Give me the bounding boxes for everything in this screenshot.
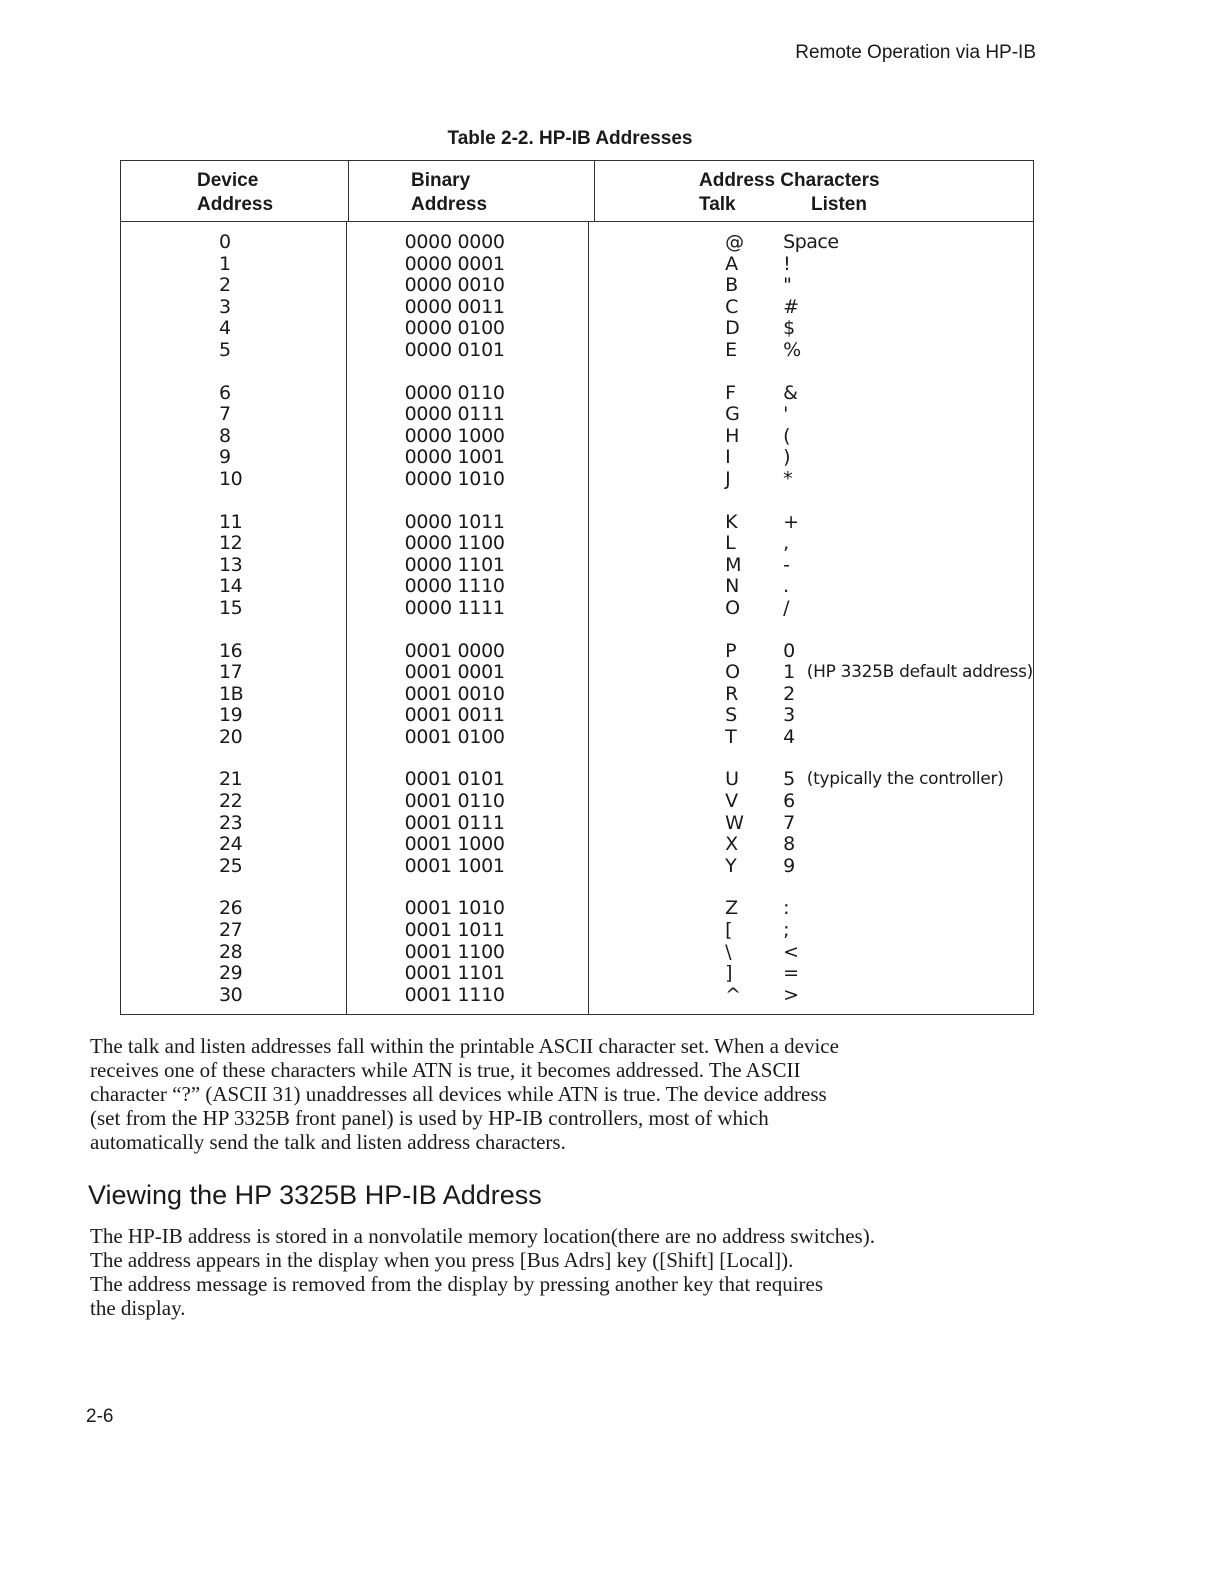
listen-char: 5 <box>783 768 795 791</box>
binary-address-cell: 0000 1100 <box>404 532 505 555</box>
binary-address-cell: 0000 1111 <box>404 596 505 619</box>
device-group <box>219 232 346 362</box>
binary-address-cell: 0000 1101 <box>404 553 505 576</box>
talk-char: \ <box>725 940 732 963</box>
listen-char: 3 <box>783 704 795 727</box>
table-header <box>121 161 1033 222</box>
talk-char: ] <box>725 962 733 985</box>
listen-char: 0 <box>783 639 795 662</box>
binary-group <box>405 512 589 620</box>
talk-char: A <box>725 252 738 275</box>
address-char-row <box>725 447 1033 469</box>
binary-address-cell: 0001 0100 <box>404 725 505 748</box>
binary-address-cell: 0000 1001 <box>404 446 505 469</box>
header-device-line1: Device <box>197 170 259 191</box>
address-paragraph <box>90 1224 1010 1320</box>
chars-group <box>725 769 1033 877</box>
binary-address-cell: 0001 1110 <box>404 983 505 1006</box>
talk-char: W <box>725 811 744 834</box>
device-group <box>219 512 346 620</box>
device-address-cell: 11 <box>219 510 243 533</box>
device-address-cell: 7 <box>219 403 231 426</box>
paragraph-line: The address appears in the display when you press [Bus Adrs] key ([Shift] [Local]). <box>90 1248 794 1272</box>
chars-group <box>725 383 1033 491</box>
device-address-cell: 0 <box>219 231 231 253</box>
binary-address-cell: 0000 0010 <box>404 274 505 297</box>
listen-char: & <box>783 381 798 404</box>
address-char-row <box>725 985 1033 1007</box>
paragraph-line: The talk and listen addresses fall within the printable ASCII character set. When a device <box>90 1034 839 1058</box>
device-address-cell: 6 <box>219 381 231 404</box>
device-address-cell: 16 <box>219 639 243 662</box>
address-char-row <box>725 318 1033 340</box>
listen-char: 2 <box>783 682 795 705</box>
header-listen: Listen <box>811 194 867 215</box>
binary-address-cell: 0000 0001 <box>404 252 505 275</box>
binary-group <box>405 383 589 491</box>
binary-address-column <box>347 222 590 1014</box>
address-char-row <box>725 254 1033 276</box>
binary-address-cell: 0001 0011 <box>404 704 505 727</box>
binary-address-cell: 0001 0001 <box>404 661 505 684</box>
talk-char: J <box>725 467 731 490</box>
listen-char: % <box>783 338 801 361</box>
address-char-row <box>725 533 1033 555</box>
talk-char: B <box>725 274 738 297</box>
device-group <box>219 383 346 491</box>
listen-char: 6 <box>783 790 795 813</box>
talk-char: Y <box>725 854 737 877</box>
binary-group <box>405 641 589 749</box>
listen-char: " <box>783 274 792 297</box>
binary-group <box>405 898 589 1006</box>
address-char-row <box>725 834 1033 856</box>
device-address-cell: 19 <box>219 704 243 727</box>
talk-char: G <box>725 403 740 426</box>
device-group <box>219 641 346 749</box>
device-address-cell: 5 <box>219 338 231 361</box>
table-body <box>121 222 1033 1014</box>
device-address-cell: 20 <box>219 725 243 748</box>
talk-char: O <box>725 596 740 619</box>
listen-char: 8 <box>783 833 795 856</box>
binary-address-cell: 0001 1011 <box>404 919 505 942</box>
binary-address-cell: 0001 1001 <box>404 854 505 877</box>
device-address-cell: 14 <box>219 575 243 598</box>
device-address-cell: 13 <box>219 553 243 576</box>
address-char-row <box>725 727 1033 749</box>
listen-char: 7 <box>783 811 795 834</box>
binary-address-cell: 0001 1000 <box>404 833 505 856</box>
address-char-row <box>725 963 1033 985</box>
binary-address-cell: 0000 1000 <box>404 424 505 447</box>
device-address-cell: 1B <box>219 682 244 705</box>
address-char-row <box>725 920 1033 942</box>
device-address-cell: 8 <box>219 424 231 447</box>
device-address-cell: 15 <box>219 596 243 619</box>
header-device-line2: Address <box>197 194 274 215</box>
binary-address-cell: 0001 0111 <box>404 811 505 834</box>
device-address-cell: 25 <box>219 854 243 877</box>
device-address-cell: 3 <box>219 295 231 318</box>
address-char-row <box>725 555 1033 577</box>
paragraph-line: automatically send the talk and listen address characters. <box>90 1130 566 1154</box>
listen-char: / <box>783 596 790 619</box>
chars-group <box>725 512 1033 620</box>
listen-char: , <box>783 532 789 555</box>
listen-char: + <box>783 510 799 533</box>
binary-address-cell: 0001 0000 <box>404 639 505 662</box>
chars-group <box>725 898 1033 1006</box>
address-char-row <box>725 705 1033 727</box>
listen-char: * <box>783 467 793 490</box>
device-address-cell: 2 <box>219 274 231 297</box>
listen-char: ' <box>783 403 788 426</box>
device-address-cell: 30 <box>219 983 243 1006</box>
address-char-row <box>725 791 1033 813</box>
device-group <box>219 769 346 877</box>
address-char-row <box>725 662 1033 684</box>
header-talk: Talk <box>699 194 736 215</box>
table-caption: Table 2-2. HP-IB Addresses <box>447 128 693 149</box>
binary-address-cell: 0001 0101 <box>404 768 505 791</box>
paragraph-line: receives one of these characters while ATN is true, it becomes addressed. The ASCII <box>90 1058 801 1082</box>
address-char-row <box>725 383 1033 405</box>
device-address-cell: 23 <box>219 811 243 834</box>
talk-char: H <box>725 424 739 447</box>
address-char-row <box>725 275 1033 297</box>
address-characters-column <box>589 222 1033 1014</box>
binary-address-cell: 0000 0000 <box>404 231 505 253</box>
listen-char: ; <box>783 919 790 942</box>
binary-address-cell: 0000 0011 <box>404 295 505 318</box>
paragraph-line: The address message is removed from the display by pressing another key that requires <box>90 1272 824 1296</box>
binary-address-cell: 0000 0101 <box>404 338 505 361</box>
talk-char: F <box>725 381 736 404</box>
address-char-row <box>725 232 1033 254</box>
listen-char: ( <box>783 424 791 447</box>
hpib-address-table <box>120 160 1034 1015</box>
device-address-cell: 4 <box>219 317 231 340</box>
binary-address-cell: 0000 0110 <box>404 381 505 404</box>
address-char-row <box>725 297 1033 319</box>
page-number: 2-6 <box>86 1406 114 1427</box>
listen-char: # <box>783 295 799 318</box>
talk-char: @ <box>725 231 744 253</box>
talk-char: K <box>725 510 738 533</box>
header-chars-title: Address Characters <box>699 170 880 191</box>
device-address-cell: 26 <box>219 897 243 920</box>
listen-char: 1 <box>783 661 795 684</box>
device-address-cell: 28 <box>219 940 243 963</box>
address-char-row <box>725 942 1033 964</box>
talk-char: S <box>725 704 737 727</box>
section-title: Viewing the HP 3325B HP-IB Address <box>88 1180 542 1210</box>
talk-char: M <box>725 553 742 576</box>
address-char-row <box>725 769 1033 791</box>
listen-char: ! <box>783 252 791 275</box>
paragraph-line: the display. <box>90 1296 186 1320</box>
talk-char: X <box>725 833 738 856</box>
device-address-cell: 22 <box>219 790 243 813</box>
device-address-cell: 17 <box>219 661 243 684</box>
talk-char: U <box>725 768 739 791</box>
listen-char: = <box>783 962 799 985</box>
listen-char: > <box>783 983 799 1006</box>
address-char-row <box>725 512 1033 534</box>
binary-address-cell: 0000 0100 <box>404 317 505 340</box>
paragraph-line: (set from the HP 3325B front panel) is used by HP-IB controllers, most of which <box>90 1106 769 1130</box>
listen-char: . <box>783 575 789 598</box>
talk-char: N <box>725 575 739 598</box>
address-char-row <box>725 598 1033 620</box>
binary-address-cell: 0000 1110 <box>404 575 505 598</box>
chars-group <box>725 232 1033 362</box>
device-address-cell: 12 <box>219 532 243 555</box>
address-char-row <box>725 684 1033 706</box>
listen-char: - <box>783 553 790 576</box>
address-char-row <box>725 340 1033 362</box>
talk-char: I <box>725 446 731 469</box>
address-char-row <box>725 813 1033 835</box>
header-binary-line2: Address <box>411 194 488 215</box>
talk-char: ^ <box>725 983 741 1006</box>
talk-char: L <box>725 532 736 555</box>
binary-group <box>405 769 589 877</box>
listen-char: $ <box>783 317 795 340</box>
address-note: (HP 3325B default address) <box>806 662 1033 683</box>
binary-address-cell: 0001 0010 <box>404 682 505 705</box>
talk-char: D <box>725 317 740 340</box>
device-group <box>219 898 346 1006</box>
device-address-column <box>121 222 347 1014</box>
address-note: (typically the controller) <box>806 769 1004 790</box>
address-char-row <box>725 469 1033 491</box>
talk-char: C <box>725 295 738 318</box>
device-address-cell: 9 <box>219 446 231 469</box>
paragraph-line: The HP-IB address is stored in a nonvolatile memory location(there are no address switches). <box>90 1224 875 1248</box>
running-header: Remote Operation via HP-IB <box>795 42 1036 63</box>
binary-address-cell: 0001 1010 <box>404 897 505 920</box>
device-address-cell: 21 <box>219 768 243 791</box>
device-address-cell: 24 <box>219 833 243 856</box>
binary-address-cell: 0000 0111 <box>404 403 505 426</box>
talk-char: V <box>725 790 738 813</box>
header-binary-line1: Binary <box>411 170 471 191</box>
binary-address-cell: 0000 1011 <box>404 510 505 533</box>
talk-char: O <box>725 661 740 684</box>
talk-char: E <box>725 338 737 361</box>
header-device-address <box>121 161 349 221</box>
binary-address-cell: 0001 1100 <box>404 940 505 963</box>
device-address-cell: 29 <box>219 962 243 985</box>
listen-char: 4 <box>783 725 795 748</box>
address-char-row <box>725 576 1033 598</box>
header-binary-address <box>349 161 595 221</box>
talk-char: T <box>725 725 737 748</box>
address-char-row <box>725 856 1033 878</box>
paragraph-line: character “?” (ASCII 31) unaddresses all devices while ATN is true. The device address <box>90 1082 827 1106</box>
device-address-cell: 27 <box>219 919 243 942</box>
talk-char: R <box>725 682 738 705</box>
address-char-row <box>725 404 1033 426</box>
address-char-row <box>725 898 1033 920</box>
listen-char: : <box>783 897 790 920</box>
address-char-row <box>725 641 1033 663</box>
chars-group <box>725 641 1033 749</box>
device-address-cell: 1 <box>219 252 231 275</box>
listen-char: Space <box>783 231 839 253</box>
binary-address-cell: 0001 1101 <box>404 962 505 985</box>
binary-address-cell: 0001 0110 <box>404 790 505 813</box>
device-address-cell: 10 <box>219 467 243 490</box>
binary-group <box>405 232 589 362</box>
talk-char: Z <box>725 897 738 920</box>
address-char-row <box>725 426 1033 448</box>
header-address-characters <box>595 161 1033 221</box>
talk-char: P <box>725 639 737 662</box>
listen-char: 9 <box>783 854 795 877</box>
intro-paragraph <box>90 1034 1010 1154</box>
binary-address-cell: 0000 1010 <box>404 467 505 490</box>
listen-char: < <box>783 940 799 963</box>
talk-char: [ <box>725 919 733 942</box>
listen-char: ) <box>783 446 791 469</box>
